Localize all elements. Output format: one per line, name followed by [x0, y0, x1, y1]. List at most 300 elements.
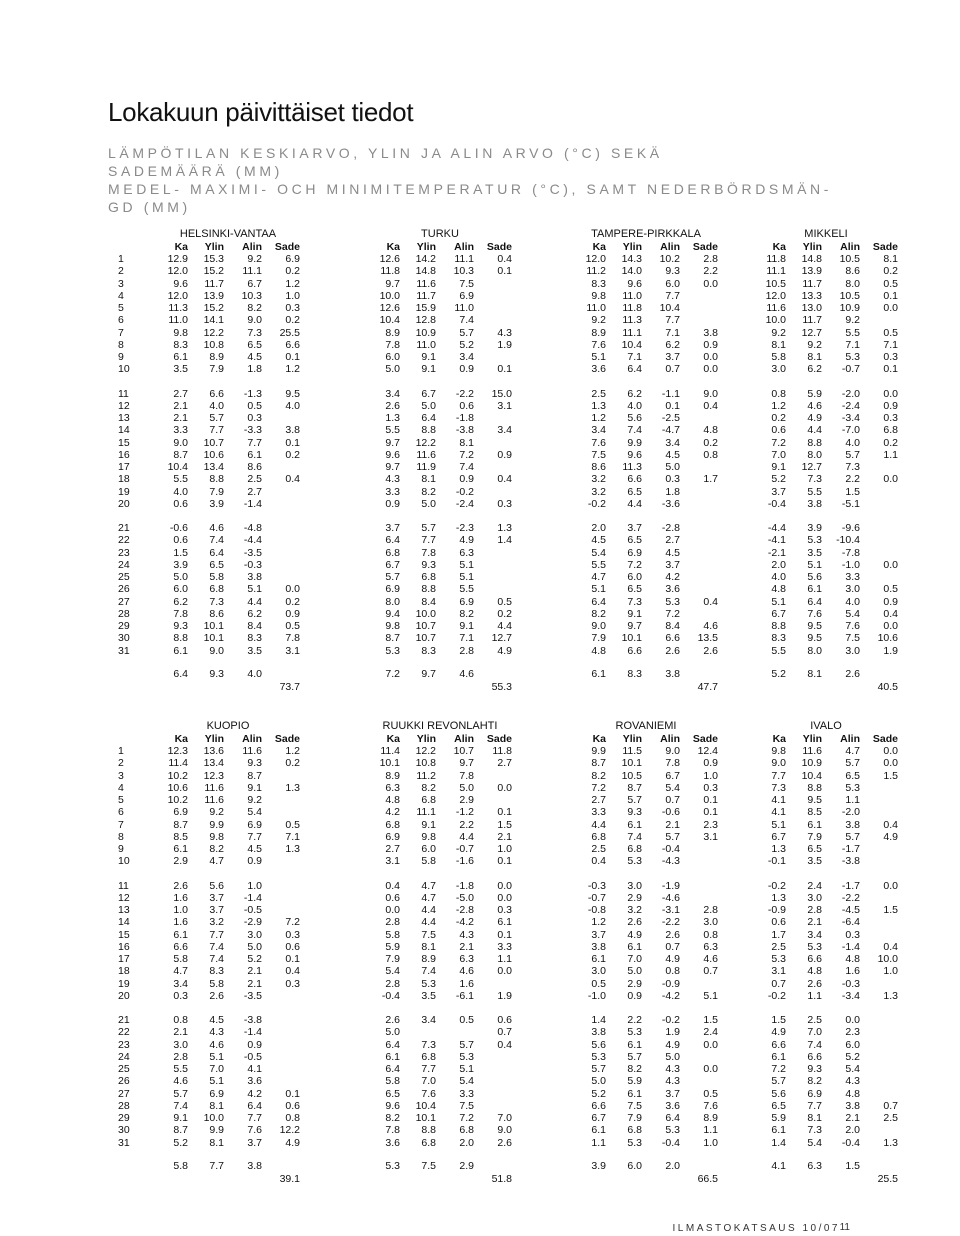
- table-cell: 7.5: [459, 277, 474, 290]
- table-cell: 10.5: [839, 253, 860, 265]
- table-cell: 2.4: [807, 879, 822, 892]
- table-cell: 6.4: [591, 595, 606, 608]
- table-cell: 6.8: [883, 424, 898, 437]
- table-cell: 10.3: [453, 265, 474, 278]
- table-cell: 3.6: [665, 583, 680, 596]
- table-cell: -0.2: [587, 497, 606, 510]
- day-number: 8: [118, 338, 124, 351]
- table-cell: 7.1: [845, 338, 860, 351]
- table-cell: 0.4: [703, 595, 718, 608]
- monthly-summary-value: 3.9: [591, 1159, 606, 1172]
- table-cell: 9.1: [459, 620, 474, 632]
- table-cell: 1.5: [703, 1014, 718, 1026]
- station-block: [130, 720, 306, 1200]
- table-cell: 4.6: [209, 1038, 224, 1051]
- table-cell: 6.6: [627, 644, 642, 657]
- table-cell: 5.0: [421, 399, 436, 412]
- table-cell: 2.1: [247, 977, 262, 990]
- table-cell: 1.8: [665, 485, 680, 498]
- table-cell: 5.7: [627, 794, 642, 806]
- table-cell: -4.8: [243, 522, 262, 534]
- day-number: 11: [118, 879, 129, 892]
- table-cell: 6.1: [591, 1124, 606, 1137]
- table-cell: 0.4: [703, 399, 718, 412]
- table-cell: 3.0: [591, 965, 606, 978]
- table-cell: 0.5: [883, 583, 898, 596]
- table-cell: 1.0: [173, 904, 188, 916]
- table-cell: 5.7: [665, 830, 680, 843]
- table-cell: 7.0: [807, 1026, 822, 1039]
- monthly-summary-value: 5.2: [771, 667, 786, 680]
- table-cell: 9.6: [385, 1099, 400, 1112]
- table-cell: 6.6: [807, 1050, 822, 1063]
- table-cell: 11.7: [802, 314, 822, 327]
- table-cell: 7.7: [771, 769, 786, 782]
- table-cell: 8.8: [421, 424, 436, 437]
- table-cell: -0.3: [243, 558, 262, 571]
- table-cell: 6.5: [209, 558, 224, 571]
- table-cell: 14.8: [801, 253, 822, 265]
- table-cell: 10.8: [203, 338, 224, 351]
- table-cell: 6.1: [627, 1087, 642, 1100]
- day-number: 19: [118, 485, 130, 498]
- table-cell: 5.4: [247, 806, 262, 819]
- table-cell: 3.2: [591, 473, 606, 486]
- table-cell: -1.8: [455, 412, 474, 424]
- day-number: 28: [118, 607, 130, 620]
- table-cell: 5.7: [173, 1087, 188, 1100]
- table-cell: 13.4: [203, 757, 224, 770]
- table-cell: 4.8: [703, 424, 718, 437]
- table-cell: 2.6: [627, 916, 642, 929]
- table-cell: 4.9: [459, 534, 474, 547]
- table-cell: 3.4: [497, 424, 512, 437]
- table-cell: 10.0: [765, 314, 786, 327]
- table-cell: 11.1: [622, 326, 642, 339]
- table-cell: 6.1: [173, 644, 188, 657]
- table-cell: 10.1: [203, 632, 224, 645]
- table-cell: 9.3: [807, 1063, 822, 1075]
- table-cell: 12.7: [801, 326, 822, 339]
- table-cell: 5.0: [421, 497, 436, 510]
- table-cell: -2.8: [455, 904, 474, 916]
- table-cell: 5.8: [209, 571, 224, 583]
- table-cell: 2.0: [459, 1136, 474, 1149]
- table-cell: 3.3: [845, 571, 860, 583]
- table-cell: 1.3: [591, 399, 606, 412]
- table-cell: 0.1: [497, 928, 512, 941]
- column-header: Ka: [772, 241, 786, 253]
- table-cell: 12.2: [203, 326, 224, 339]
- table-cell: 4.9: [627, 928, 642, 941]
- table-cell: 6.1: [627, 1038, 642, 1051]
- table-cell: -4.5: [841, 904, 860, 916]
- table-cell: 6.1: [385, 1050, 400, 1063]
- table-cell: 4.5: [209, 1014, 224, 1026]
- table-cell: 3.4: [591, 424, 606, 437]
- table-cell: -1.8: [455, 879, 474, 892]
- day-number: 5: [118, 794, 124, 806]
- table-cell: 2.6: [385, 1014, 400, 1026]
- day-number: 24: [118, 1050, 130, 1063]
- table-cell: 4.5: [247, 843, 262, 855]
- column-header: Alin: [840, 733, 860, 745]
- table-cell: 10.2: [167, 769, 188, 782]
- table-cell: 0.2: [285, 448, 300, 461]
- table-cell: 8.5: [173, 830, 188, 843]
- column-header: Sade: [692, 733, 718, 745]
- column-header: Alin: [242, 241, 262, 253]
- table-cell: 8.3: [173, 338, 188, 351]
- table-cell: 4.0: [173, 485, 188, 498]
- table-cell: 5.1: [459, 571, 474, 583]
- table-cell: -0.7: [841, 363, 860, 376]
- table-cell: 11.6: [204, 794, 224, 806]
- table-cell: 3.0: [807, 891, 822, 904]
- table-cell: 0.2: [883, 436, 898, 449]
- table-cell: 0.4: [285, 965, 300, 978]
- table-cell: 9.0: [665, 745, 680, 757]
- day-number: 22: [118, 1026, 130, 1039]
- table-cell: 6.1: [173, 351, 188, 363]
- table-cell: 0.1: [497, 855, 512, 868]
- table-cell: 11.4: [380, 745, 400, 757]
- day-number: 26: [118, 583, 130, 596]
- table-cell: 8.1: [209, 1099, 224, 1112]
- table-cell: -3.5: [243, 989, 262, 1002]
- table-cell: -0.9: [767, 904, 786, 916]
- column-header: Ka: [174, 733, 188, 745]
- table-cell: -2.3: [455, 522, 474, 534]
- table-cell: 3.4: [665, 436, 680, 449]
- table-cell: 0.0: [883, 757, 898, 770]
- table-cell: 8.8: [771, 620, 786, 632]
- table-cell: 10.7: [415, 620, 436, 632]
- table-cell: 11.6: [416, 277, 436, 290]
- table-cell: -2.8: [661, 522, 680, 534]
- table-cell: 5.1: [771, 595, 786, 608]
- table-cell: 3.0: [845, 644, 860, 657]
- table-cell: 6.4: [385, 534, 400, 547]
- table-cell: 4.5: [247, 351, 262, 363]
- table-cell: 7.9: [209, 485, 224, 498]
- table-cell: 9.7: [385, 277, 400, 290]
- table-cell: -9.6: [841, 522, 860, 534]
- table-cell: 4.4: [627, 497, 642, 510]
- table-cell: 14.2: [415, 253, 436, 265]
- table-cell: 8.1: [421, 940, 436, 953]
- table-cell: 7.8: [285, 632, 300, 645]
- table-cell: 13.3: [801, 289, 822, 302]
- monthly-summary-value: 2.6: [845, 667, 860, 680]
- table-cell: 0.1: [285, 1087, 300, 1100]
- table-cell: 7.7: [247, 1112, 262, 1124]
- table-cell: 0.9: [627, 989, 642, 1002]
- table-cell: 0.6: [771, 424, 786, 437]
- table-cell: 3.7: [665, 558, 680, 571]
- table-cell: 0.4: [285, 473, 300, 486]
- table-cell: 3.4: [385, 387, 400, 400]
- table-cell: 5.2: [173, 1136, 188, 1149]
- table-cell: 1.1: [883, 448, 898, 461]
- day-number: 14: [118, 916, 130, 929]
- table-cell: 2.1: [807, 916, 822, 929]
- table-cell: 5.7: [845, 757, 860, 770]
- table-cell: -2.1: [767, 546, 786, 559]
- table-cell: 5.1: [703, 989, 718, 1002]
- day-number: 27: [118, 1087, 130, 1100]
- table-cell: -0.2: [767, 879, 786, 892]
- table-cell: 6.7: [591, 1112, 606, 1124]
- table-cell: 2.8: [703, 904, 718, 916]
- table-cell: 6.3: [385, 781, 400, 794]
- table-cell: -2.2: [455, 387, 474, 400]
- monthly-precip-total: 47.7: [697, 680, 718, 693]
- table-cell: 4.7: [591, 571, 606, 583]
- table-cell: 2.1: [173, 1026, 188, 1039]
- table-cell: 3.1: [703, 830, 718, 843]
- day-number: 2: [118, 265, 124, 278]
- table-cell: 1.3: [385, 412, 400, 424]
- table-cell: 5.8: [421, 855, 436, 868]
- table-cell: 0.7: [665, 794, 680, 806]
- monthly-summary-value: 4.6: [459, 667, 474, 680]
- table-cell: 8.2: [459, 607, 474, 620]
- table-cell: 1.4: [591, 1014, 606, 1026]
- day-number: 1: [118, 253, 124, 265]
- table-cell: 5.9: [385, 940, 400, 953]
- table-cell: 12.4: [697, 745, 718, 757]
- table-cell: 14.0: [621, 265, 642, 278]
- table-cell: 8.9: [385, 769, 400, 782]
- table-cell: 8.1: [771, 338, 786, 351]
- table-cell: 6.6: [665, 632, 680, 645]
- table-cell: 2.1: [845, 1112, 860, 1124]
- table-cell: 6.9: [285, 253, 300, 265]
- table-cell: 0.2: [703, 436, 718, 449]
- monthly-summary-value: 8.3: [627, 667, 642, 680]
- table-cell: -4.4: [767, 522, 786, 534]
- table-cell: 7.0: [421, 1075, 436, 1088]
- table-cell: 7.7: [807, 1099, 822, 1112]
- table-cell: 11.8: [622, 302, 642, 314]
- table-cell: 5.7: [771, 1075, 786, 1088]
- table-cell: 5.4: [845, 607, 860, 620]
- table-cell: 3.8: [591, 940, 606, 953]
- table-cell: 0.5: [591, 977, 606, 990]
- table-cell: 11.6: [416, 448, 436, 461]
- table-cell: 6.9: [807, 1087, 822, 1100]
- table-cell: 0.2: [497, 607, 512, 620]
- table-cell: -0.2: [455, 485, 474, 498]
- table-cell: 7.4: [209, 534, 224, 547]
- table-cell: 0.5: [703, 1087, 718, 1100]
- table-cell: 5.3: [665, 1124, 680, 1137]
- table-cell: 2.1: [247, 965, 262, 978]
- table-cell: 9.5: [807, 632, 822, 645]
- table-cell: 2.6: [497, 1136, 512, 1149]
- table-cell: -1.4: [243, 497, 262, 510]
- table-cell: 1.0: [703, 1136, 718, 1149]
- day-number: 9: [118, 843, 124, 855]
- table-cell: 6.1: [771, 1050, 786, 1063]
- column-header: Sade: [692, 241, 718, 253]
- table-cell: 9.2: [247, 253, 262, 265]
- table-cell: 4.8: [771, 583, 786, 596]
- day-number: 31: [118, 644, 130, 657]
- table-cell: 3.7: [665, 1087, 680, 1100]
- table-cell: 10.2: [167, 794, 188, 806]
- table-cell: 7.4: [421, 965, 436, 978]
- table-cell: 9.0: [247, 314, 262, 327]
- table-cell: 10.4: [415, 1099, 436, 1112]
- day-number: 12: [118, 891, 130, 904]
- table-cell: 6.8: [385, 818, 400, 831]
- table-cell: 2.8: [807, 904, 822, 916]
- table-cell: 0.1: [665, 399, 680, 412]
- table-cell: 2.5: [883, 1112, 898, 1124]
- table-cell: 7.9: [627, 1112, 642, 1124]
- table-cell: 2.3: [845, 1026, 860, 1039]
- table-cell: 2.8: [385, 916, 400, 929]
- table-cell: 7.7: [421, 534, 436, 547]
- table-cell: 5.4: [665, 781, 680, 794]
- table-cell: 4.5: [665, 448, 680, 461]
- table-cell: 0.0: [883, 879, 898, 892]
- table-cell: 10.1: [621, 632, 642, 645]
- table-cell: 1.7: [703, 473, 718, 486]
- table-cell: 8.0: [385, 595, 400, 608]
- subtitle-line: SADEMÄÄRÄ (MM): [108, 163, 283, 179]
- table-cell: 0.5: [459, 1014, 474, 1026]
- table-cell: -0.4: [767, 497, 786, 510]
- table-cell: 6.9: [209, 1087, 224, 1100]
- day-number: 23: [118, 1038, 130, 1051]
- table-cell: 3.8: [845, 1099, 860, 1112]
- table-cell: 8.1: [459, 436, 474, 449]
- table-cell: 5.3: [591, 1050, 606, 1063]
- day-number: 1: [118, 745, 124, 757]
- table-cell: 6.1: [807, 818, 822, 831]
- table-cell: 5.1: [459, 558, 474, 571]
- table-cell: 11.9: [416, 461, 436, 473]
- table-cell: 0.8: [703, 928, 718, 941]
- table-cell: 6.1: [173, 928, 188, 941]
- table-cell: 1.5: [845, 485, 860, 498]
- table-cell: 4.3: [665, 1075, 680, 1088]
- table-cell: 7.5: [421, 928, 436, 941]
- table-cell: 6.8: [459, 1124, 474, 1137]
- table-cell: 6.5: [845, 769, 860, 782]
- table-cell: -5.0: [455, 891, 474, 904]
- table-cell: 9.8: [771, 745, 786, 757]
- table-cell: 5.0: [627, 965, 642, 978]
- monthly-summary-value: 7.5: [421, 1159, 436, 1172]
- table-cell: 0.4: [497, 253, 512, 265]
- monthly-summary-value: 1.5: [845, 1159, 860, 1172]
- table-cell: 2.7: [247, 485, 262, 498]
- table-cell: 5.5: [385, 424, 400, 437]
- table-cell: 12.7: [801, 461, 822, 473]
- table-cell: 3.0: [173, 1038, 188, 1051]
- table-cell: 11.8: [380, 265, 400, 278]
- column-header: Alin: [454, 733, 474, 745]
- table-cell: 5.0: [247, 940, 262, 953]
- table-cell: -0.3: [841, 977, 860, 990]
- table-cell: -4.2: [455, 916, 474, 929]
- day-number: 10: [118, 855, 130, 868]
- table-cell: -2.4: [455, 497, 474, 510]
- day-number: 26: [118, 1075, 130, 1088]
- table-cell: 8.7: [247, 769, 262, 782]
- table-cell: 3.6: [665, 1099, 680, 1112]
- table-cell: 0.8: [285, 1112, 300, 1124]
- table-cell: 14.1: [203, 314, 224, 327]
- table-cell: 8.2: [627, 1063, 642, 1075]
- day-number: 11: [118, 387, 129, 400]
- table-cell: 5.3: [421, 977, 436, 990]
- table-cell: 4.4: [591, 818, 606, 831]
- column-header: Sade: [486, 733, 512, 745]
- table-cell: 2.6: [173, 879, 188, 892]
- table-cell: 6.6: [591, 1099, 606, 1112]
- table-cell: 5.2: [591, 1087, 606, 1100]
- table-cell: 11.5: [622, 745, 642, 757]
- day-number: 2: [118, 757, 124, 770]
- table-cell: -0.2: [661, 1014, 680, 1026]
- day-number: 16: [118, 448, 130, 461]
- station-block: [548, 228, 724, 708]
- table-cell: 0.3: [285, 977, 300, 990]
- table-cell: 7.4: [209, 940, 224, 953]
- table-cell: 2.7: [385, 843, 400, 855]
- table-cell: 0.0: [497, 891, 512, 904]
- table-cell: 0.7: [771, 977, 786, 990]
- table-cell: 5.4: [459, 1075, 474, 1088]
- table-cell: 0.5: [497, 595, 512, 608]
- day-number: 17: [118, 461, 130, 473]
- table-cell: 7.6: [591, 338, 606, 351]
- day-number: 7: [118, 818, 124, 831]
- column-header: Alin: [454, 241, 474, 253]
- table-cell: 5.3: [845, 351, 860, 363]
- table-cell: 1.2: [591, 916, 606, 929]
- table-cell: 3.9: [807, 522, 822, 534]
- day-number: 21: [118, 522, 130, 534]
- table-cell: 4.8: [591, 644, 606, 657]
- table-cell: 8.2: [591, 607, 606, 620]
- table-cell: 0.1: [703, 806, 718, 819]
- table-cell: 3.4: [421, 1014, 436, 1026]
- column-header: Ka: [174, 241, 188, 253]
- table-cell: 3.8: [703, 326, 718, 339]
- table-cell: 12.0: [585, 253, 606, 265]
- table-cell: 12.8: [415, 314, 436, 327]
- table-cell: 0.3: [497, 904, 512, 916]
- table-cell: 5.0: [665, 461, 680, 473]
- station-name: TAMPERE-PIRKKALA: [591, 228, 701, 240]
- table-cell: 6.4: [627, 363, 642, 376]
- table-cell: 5.5: [173, 1063, 188, 1075]
- table-cell: -0.6: [169, 522, 188, 534]
- table-cell: 0.7: [497, 1026, 512, 1039]
- table-cell: 6.3: [459, 953, 474, 965]
- table-cell: 3.5: [421, 989, 436, 1002]
- table-cell: 13.6: [203, 745, 224, 757]
- table-cell: 5.4: [591, 546, 606, 559]
- table-cell: 5.0: [385, 1026, 400, 1039]
- table-cell: 8.3: [247, 632, 262, 645]
